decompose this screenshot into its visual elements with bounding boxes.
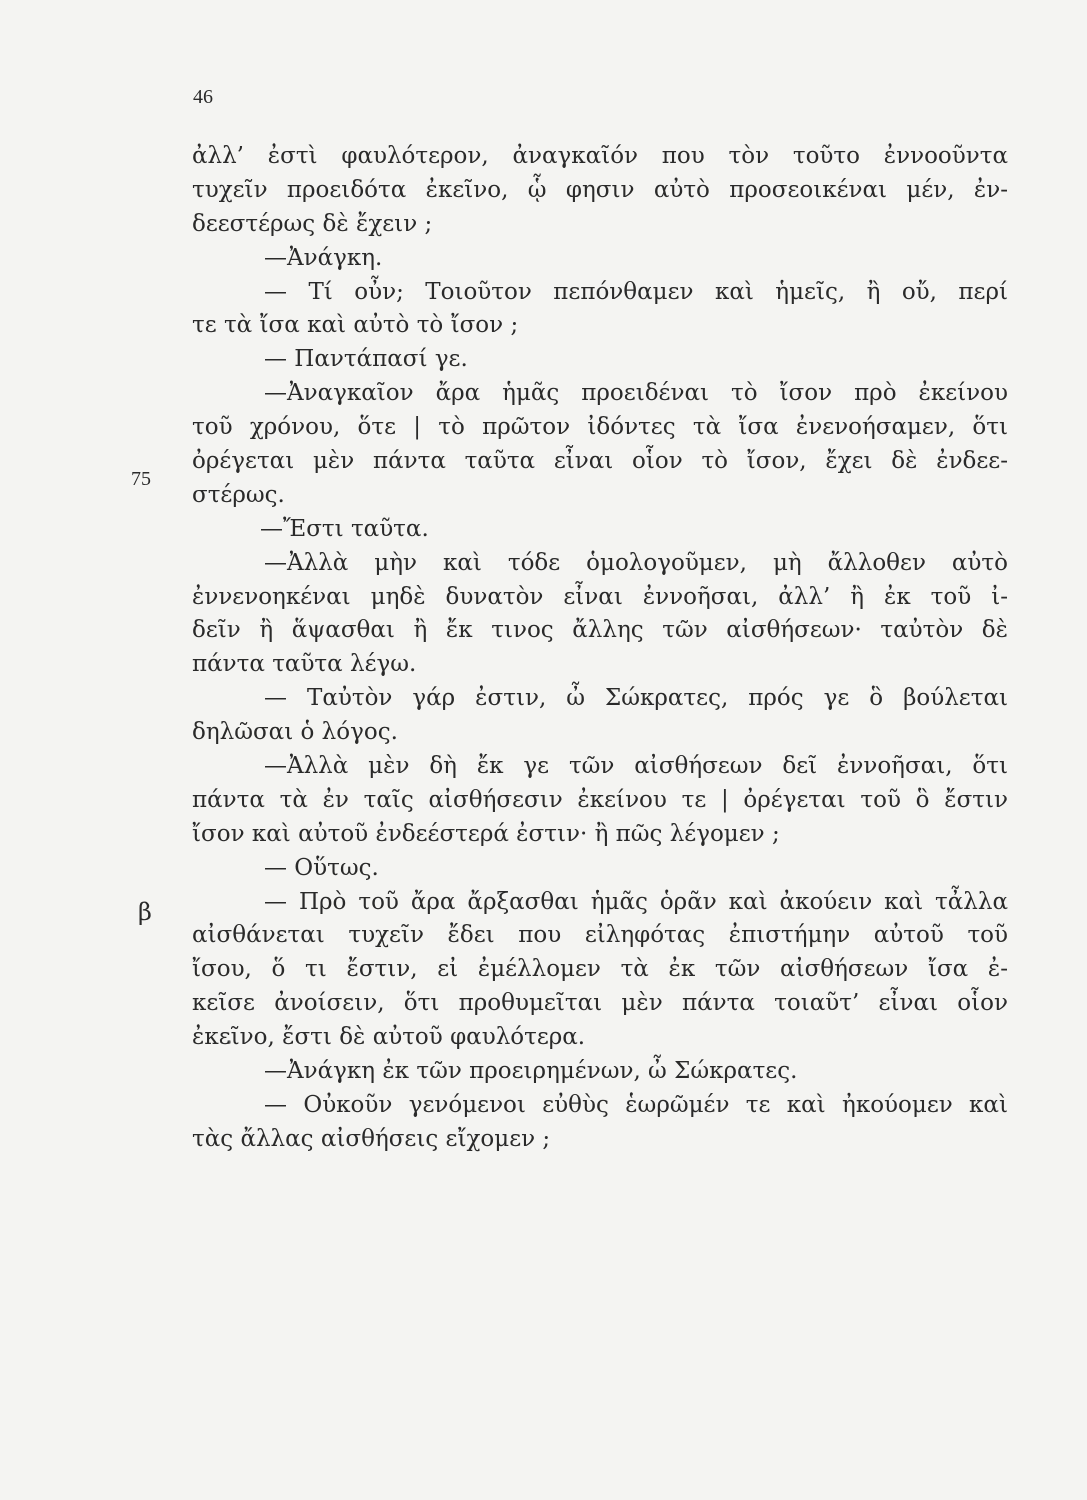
text-line: πάντα ταῦτα λέγω.: [192, 651, 417, 678]
text-line: ἴσου, ὅ τι ἔστιν, εἰ ἐμέλλομεν τὰ ἐκ τῶν αἰσθήσεων ἴσα ἐ-: [192, 956, 1008, 983]
text-line: κεῖσε ἀνοίσειν, ὅτι προθυμεῖται μὲν πάντα τοιαῦτ’ εἶναι οἷον: [192, 990, 1008, 1017]
text-line: δεῖν ἢ ἅψασθαι ἢ ἔκ τινος ἄλλης τῶν αἰσθήσεων· ταὐτὸν δὲ: [192, 617, 1008, 644]
text-line: —Ἀλλὰ μὴν καὶ τόδε ὁμολογοῦμεν, μὴ ἄλλοθεν αὐτὸ: [264, 549, 1008, 576]
text-line: πάντα τὰ ἐν ταῖς αἰσθήσεσιν ἐκείνου τε | ὀρέγεται τοῦ ὃ ἔστιν: [192, 786, 1008, 813]
text-line: — Οὕτως.: [264, 854, 379, 881]
text-line: στέρως.: [192, 481, 285, 508]
text-line: —Ἀνάγκη.: [264, 244, 383, 271]
text-line: ἐννενοηκέναι μηδὲ δυνατὸν εἶναι ἐννοῆσαι, ἀλλ’ ἢ ἐκ τοῦ ἰ-: [192, 583, 1008, 610]
body-text: [192, 140, 1008, 1157]
text-line: ἐκεῖνο, ἔστι δὲ αὐτοῦ φαυλότερα.: [192, 1024, 586, 1051]
text-line: — Τί οὖν; Τοιοῦτον πεπόνθαμεν καὶ ἡμεῖς, ἢ οὔ, περί: [264, 278, 1008, 305]
text-line: τὰς ἄλλας αἰσθήσεις εἴχομεν ;: [192, 1125, 551, 1152]
margin-ref-beta: β: [138, 898, 152, 926]
text-line: τοῦ χρόνου, ὅτε | τὸ πρῶτον ἰδόντες τὰ ἴσα ἐνενοήσαμεν, ὅτι: [192, 414, 1008, 441]
text-line: τυχεῖν προειδότα ἐκεῖνο, ᾧ φησιν αὐτὸ προσεοικέναι μέν, ἐν-: [192, 176, 1008, 203]
text-line: ἀλλ’ ἐστὶ φαυλότερον, ἀναγκαῖόν που τὸν τοῦτο ἐννοοῦντα: [192, 143, 1008, 169]
text-line: αἰσθάνεται τυχεῖν ἔδει που εἰληφότας ἐπιστήμην αὐτοῦ τοῦ: [192, 922, 1008, 949]
text-line: δεεστέρως δὲ ἔχειν ;: [192, 210, 433, 237]
text-line: —Ἀλλὰ μὲν δὴ ἔκ γε τῶν αἰσθήσεων δεῖ ἐννοῆσαι, ὅτι: [264, 753, 1008, 780]
margin-ref-75: 75: [131, 468, 151, 490]
text-line: τε τὰ ἴσα καὶ αὐτὸ τὸ ἴσον ;: [192, 312, 519, 339]
text-line: ὀρέγεται μὲν πάντα ταῦτα εἶναι οἷον τὸ ἴσον, ἔχει δὲ ἐνδεε-: [192, 448, 1008, 475]
page-number: 46: [193, 86, 213, 108]
text-line: —Ἔστι ταῦτα.: [260, 515, 429, 542]
text-line: —Ἀναγκαῖον ἄρα ἡμᾶς προειδέναι τὸ ἴσον πρὸ ἐκείνου: [264, 380, 1008, 407]
text-line: δηλῶσαι ὁ λόγος.: [192, 719, 398, 746]
text-line: —Ἀνάγκη ἐκ τῶν προειρημένων, ὦ Σώκρατες.: [264, 1058, 798, 1085]
text-line: — Πρὸ τοῦ ἄρα ἄρξασθαι ἡμᾶς ὁρᾶν καὶ ἀκούειν καὶ τἆλλα: [264, 888, 1008, 915]
text-line: — Παντάπασί γε.: [264, 346, 468, 373]
text-line: — Ταὐτὸν γάρ ἐστιν, ὦ Σώκρατες, πρός γε ὃ βούλεται: [264, 685, 1008, 712]
text-line: — Οὐκοῦν γενόμενοι εὐθὺς ἑωρῶμέν τε καὶ ἠκούομεν καὶ: [264, 1091, 1008, 1118]
text-line: ἴσον καὶ αὐτοῦ ἐνδεέστερά ἐστιν· ἢ πῶς λέγομεν ;: [192, 820, 780, 847]
